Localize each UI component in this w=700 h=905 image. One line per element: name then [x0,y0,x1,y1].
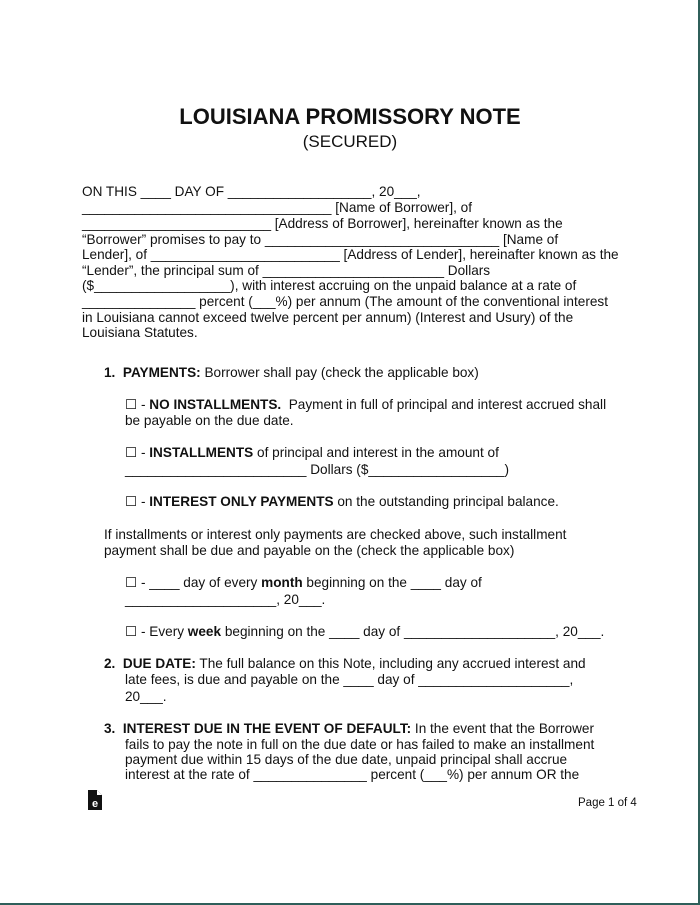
document-line [82,232,558,248]
document-line [82,200,472,216]
text: The full balance on this Note, including any accrued interest and [195,656,586,671]
text: _________________________________ [Name of Borrower], of [82,200,473,215]
document-line [104,527,566,543]
text: Lender], of _________________________ [Address of Lender], hereinafter known as the [82,247,619,262]
bold-text: NO INSTALLMENTS. [149,397,282,412]
document-line [104,656,586,672]
document-line [125,737,594,753]
bold-text: week [187,624,222,639]
text: ☐ - Every [125,624,188,639]
document-title: LOUISIANA PROMISSORY NOTE [179,104,521,129]
document-line [82,184,421,200]
document-line [125,752,567,768]
text: ($__________________), with interest accruing on the unpaid balance at a rate of [82,278,577,293]
document-line [125,575,482,591]
document-line [104,365,479,381]
text: beginning on the ____ day of ____________________, 20___. [221,624,605,639]
text: 20___. [125,689,167,704]
bold-text: INSTALLMENTS [149,445,254,460]
document-line [82,310,573,326]
document-line [125,767,579,783]
document-line [125,672,573,688]
text: ____________________, 20___. [125,592,326,607]
text: “Borrower” promises to pay to _______________________________ [Name of [82,232,559,247]
text: Payment in full of principal and interest accrued shall [281,397,607,412]
document-line [125,462,509,478]
document-line [125,624,604,640]
text: “Lender”, the principal sum of ________________________ Dollars [82,263,491,278]
document-subtitle: (SECURED) [302,132,398,151]
text: interest at the rate of _______________ percent (___%) per annum OR the [125,767,580,782]
text: ☐ - ____ day of every [125,575,262,590]
text: _______________ percent (___%) per annum (The amount of the conventional interest [82,294,608,309]
document-line [82,325,198,341]
text: Borrower shall pay (check the applicable box) [200,365,479,380]
text: ☐ - [125,445,150,460]
document-line [82,278,576,294]
document-line [82,247,619,263]
text: ON THIS ____ DAY OF ___________________, 20___, [82,184,421,199]
text: ☐ - [125,397,150,412]
text: be payable on the due date. [125,413,294,428]
bold-text: INTEREST ONLY PAYMENTS [149,494,334,509]
document-line [125,689,167,705]
text: fails to pay the note in full on the due date or has failed to make an installment [125,737,595,752]
document-line [104,721,594,737]
text: late fees, is due and payable on the ____ day of ____________________, [125,672,574,687]
document-line [125,397,606,413]
bold-text: 1. PAYMENTS: [104,365,201,380]
document-line [125,413,294,429]
text: in Louisiana cannot exceed twelve percent per annum) (Interest and Usury) of the [82,310,574,325]
bold-text: 2. DUE DATE: [104,656,196,671]
page-number: Page 1 of 4 [578,797,637,809]
document-line [82,216,563,232]
document-line [82,263,490,279]
text: Louisiana Statutes. [82,325,198,340]
bold-text: 3. INTEREST DUE IN THE EVENT OF DEFAULT: [104,721,412,736]
svg-text:e: e [91,798,99,810]
document-line [125,494,559,510]
document-line [104,543,514,559]
text: of principal and interest in the amount of [253,445,499,460]
document-line [125,445,499,461]
text: In the event that the Borrower [411,721,595,736]
text: payment shall be due and payable on the (check the applicable box) [104,543,515,558]
text: If installments or interest only payments are checked above, such installment [104,527,567,542]
text: ________________________ Dollars ($__________________) [125,462,509,477]
text: ☐ - [125,494,150,509]
eforms-logo-icon [88,790,102,810]
text: beginning on the ____ day of [302,575,482,590]
text: _________________________ [Address of Borrower], hereinafter known as the [82,216,563,231]
text: on the outstanding principal balance. [333,494,559,509]
text: payment due within 15 days of the due date, unpaid principal shall accrue [125,752,568,767]
document-line [125,592,325,608]
document-line [82,294,608,310]
bold-text: month [261,575,303,590]
